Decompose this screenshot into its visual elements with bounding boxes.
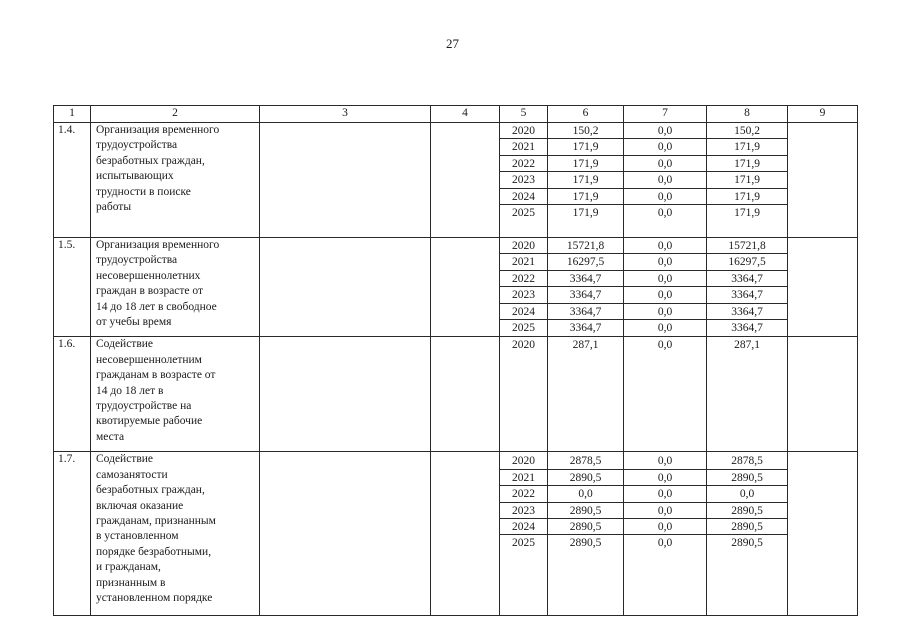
column-6-value: 2890,5 [548, 470, 623, 486]
header-cell-4: 4 [431, 106, 500, 123]
column-6-value: 2890,5 [548, 503, 623, 519]
column-7-cell [624, 123, 707, 238]
year-value: 2023 [500, 503, 547, 519]
year-value: 2024 [500, 519, 547, 535]
column-6-value: 150,2 [548, 123, 623, 139]
activity-name-cell [91, 452, 260, 616]
column-7-cell [624, 337, 707, 452]
column-4-cell [431, 123, 500, 238]
column-7-cell [624, 452, 707, 616]
year-value: 2021 [500, 470, 547, 486]
activity-name-line: самозанятости [96, 468, 168, 481]
activity-name-line: Содействие [96, 338, 154, 351]
column-4-cell [431, 337, 500, 452]
column-8-value: 171,9 [707, 172, 787, 188]
column-8-value: 3364,7 [707, 304, 787, 320]
activity-name-line: признанным в [96, 576, 166, 589]
activity-name-line: трудоустройства [96, 254, 178, 267]
column-8-value: 171,9 [734, 206, 760, 219]
table-row [54, 238, 858, 337]
column-6-cell [548, 238, 624, 337]
column-8-value: 2890,5 [707, 519, 787, 535]
activity-name-line: 14 до 18 лет в свободное [96, 300, 217, 313]
activity-name-line: трудности в поиске [96, 185, 191, 198]
year-cell [500, 123, 548, 238]
column-3-cell [260, 123, 431, 238]
column-6-value: 2890,5 [548, 519, 623, 535]
column-6-value: 3364,7 [548, 271, 623, 287]
year-value: 2025 [512, 206, 535, 219]
page-number: 27 [446, 36, 459, 51]
column-6-value: 287,1 [572, 339, 599, 352]
activity-name-line: включая оказание [96, 499, 184, 512]
activity-name-line: несовершеннолетним [96, 353, 202, 366]
table-row [54, 123, 858, 238]
activity-name-line: граждан в возрасте от [96, 285, 204, 298]
column-8-cell [707, 452, 788, 616]
header-cell-7: 7 [624, 106, 707, 123]
column-6-value: 3364,7 [548, 287, 623, 303]
column-7-value: 0,0 [624, 238, 706, 254]
year-value: 2025 [512, 321, 535, 334]
header-cell-6: 6 [548, 106, 624, 123]
column-7-value: 0,0 [624, 304, 706, 320]
column-7-value: 0,0 [624, 486, 706, 502]
column-9-cell [788, 337, 858, 452]
column-7-value: 0,0 [624, 254, 706, 270]
column-8-value: 3364,7 [731, 321, 763, 334]
activity-name-line: места [96, 430, 125, 443]
column-3-cell [260, 337, 431, 452]
column-6-value: 171,9 [548, 156, 623, 172]
activity-name-line: безработных граждан, [96, 154, 205, 167]
column-6-value: 3364,7 [569, 321, 602, 334]
column-7-value: 0,0 [624, 189, 706, 205]
column-6-value: 0,0 [548, 486, 623, 502]
column-8-value: 150,2 [707, 123, 787, 139]
column-6-value: 2890,5 [569, 537, 602, 550]
column-3-cell [260, 452, 431, 616]
column-8-value: 2878,5 [707, 453, 787, 469]
column-8-value: 171,9 [707, 139, 787, 155]
header-cell-8: 8 [707, 106, 788, 123]
header-cell-3: 3 [260, 106, 431, 123]
year-value: 2020 [500, 238, 547, 254]
year-value: 2021 [500, 139, 547, 155]
column-6-value: 15721,8 [548, 238, 623, 254]
column-8-value: 0,0 [707, 486, 787, 502]
column-8-value: 15721,8 [707, 238, 787, 254]
year-value: 2023 [500, 172, 547, 188]
column-7-value: 0,0 [624, 271, 706, 287]
row-number-cell: 1.5. [54, 238, 91, 337]
column-8-value: 16297,5 [707, 254, 787, 270]
column-6-value: 171,9 [548, 139, 623, 155]
column-7-cell [624, 238, 707, 337]
row-number-cell: 1.7. [54, 452, 91, 616]
column-4-cell [431, 238, 500, 337]
column-6-value: 171,9 [548, 172, 623, 188]
year-cell [500, 337, 548, 452]
column-8-cell [707, 337, 788, 452]
year-value: 2022 [500, 486, 547, 502]
table-body [54, 106, 858, 616]
column-8-cell [707, 238, 788, 337]
activity-name-line: гражданам в возрасте от [96, 369, 216, 382]
column-6-value: 171,9 [548, 189, 623, 205]
row-number-cell: 1.6. [54, 337, 91, 452]
column-7-value: 0,0 [624, 453, 706, 469]
column-8-value: 3364,7 [707, 271, 787, 287]
year-value: 2020 [500, 453, 547, 469]
year-value: 2022 [500, 156, 547, 172]
column-6-cell [548, 452, 624, 616]
activity-name-line: безработных граждан, [96, 484, 205, 497]
activity-name-line: трудоустройстве на [96, 399, 192, 412]
column-6-value: 3364,7 [548, 304, 623, 320]
year-value: 2023 [500, 287, 547, 303]
header-cell-9: 9 [788, 106, 858, 123]
column-6-cell [548, 123, 624, 238]
column-3-cell [260, 238, 431, 337]
column-6-cell [548, 337, 624, 452]
activity-name-cell [91, 123, 260, 238]
activity-name-line: в установленном [96, 530, 179, 543]
header-cell-1: 1 [54, 106, 91, 123]
table-row [54, 452, 858, 616]
activity-name-line: несовершеннолетних [96, 269, 201, 282]
column-8-cell [707, 123, 788, 238]
column-4-cell [431, 452, 500, 616]
year-cell [500, 452, 548, 616]
activity-name-line: 14 до 18 лет в [96, 384, 164, 397]
activity-name-line: Содействие [96, 453, 154, 466]
column-6-value: 2878,5 [548, 453, 623, 469]
column-8-value: 171,9 [707, 156, 787, 172]
activity-name-line: порядке безработными, [96, 545, 212, 558]
activity-name-cell [91, 337, 260, 452]
row-number-cell: 1.4. [54, 123, 91, 238]
year-value: 2024 [500, 304, 547, 320]
column-8-value: 2890,5 [707, 470, 787, 486]
column-7-value: 0,0 [657, 339, 673, 352]
activity-name-line: от учебы время [96, 316, 172, 329]
column-7-value: 0,0 [657, 321, 673, 334]
budget-table [53, 105, 858, 616]
activity-name-line: гражданам, признанным [96, 514, 216, 527]
column-7-value: 0,0 [624, 139, 706, 155]
activity-name-line: испытывающих [96, 170, 174, 183]
column-9-cell [788, 123, 858, 238]
activity-name-line: трудоустройства [96, 139, 178, 152]
activity-name-line: установленном порядке [96, 592, 213, 604]
table-row [54, 337, 858, 452]
activity-name-line: и гражданам, [96, 561, 161, 574]
year-value: 2020 [512, 339, 535, 352]
column-7-value: 0,0 [657, 537, 673, 550]
year-cell [500, 238, 548, 337]
column-6-value: 171,9 [572, 206, 599, 219]
column-7-value: 0,0 [624, 287, 706, 303]
column-8-value: 3364,7 [707, 287, 787, 303]
activity-name-line: квотируемые рабочие [96, 415, 203, 428]
activity-name-line: Организация временного [96, 239, 220, 251]
activity-name-cell [91, 238, 260, 337]
column-7-value: 0,0 [624, 519, 706, 535]
year-value: 2025 [512, 537, 535, 550]
header-row [54, 106, 858, 123]
activity-name-line: Организация временного [96, 124, 220, 136]
activity-name-line: работы [96, 201, 132, 214]
year-value: 2020 [500, 123, 547, 139]
column-6-value: 16297,5 [548, 254, 623, 270]
column-7-value: 0,0 [657, 206, 673, 219]
year-value: 2024 [500, 189, 547, 205]
column-8-value: 287,1 [734, 339, 760, 352]
column-8-value: 171,9 [707, 189, 787, 205]
column-7-value: 0,0 [624, 503, 706, 519]
header-cell-2: 2 [91, 106, 260, 123]
column-7-value: 0,0 [624, 156, 706, 172]
column-7-value: 0,0 [624, 123, 706, 139]
column-7-value: 0,0 [624, 470, 706, 486]
header-cell-5: 5 [500, 106, 548, 123]
year-value: 2022 [500, 271, 547, 287]
column-8-value: 2890,5 [707, 503, 787, 519]
column-8-value: 2890,5 [731, 537, 763, 550]
column-9-cell [788, 452, 858, 616]
year-value: 2021 [500, 254, 547, 270]
column-9-cell [788, 238, 858, 337]
column-7-value: 0,0 [624, 172, 706, 188]
